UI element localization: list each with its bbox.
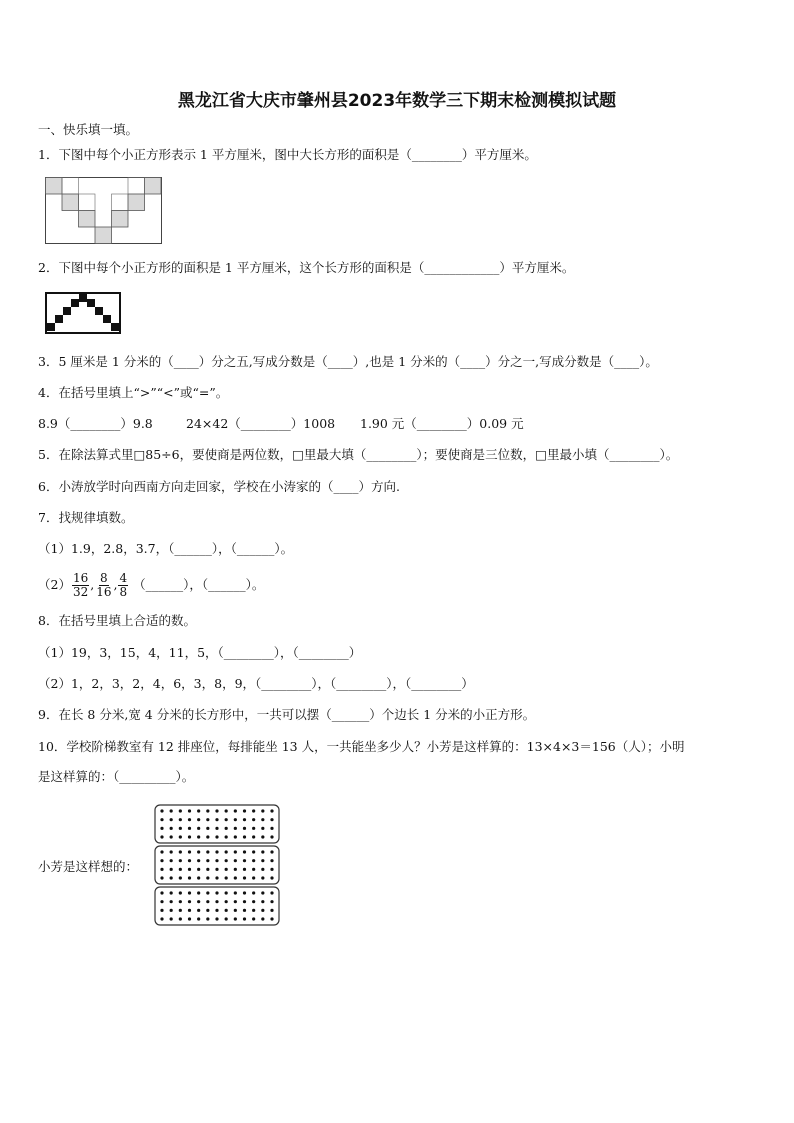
dot — [206, 917, 209, 920]
q4-item-3: 1.90 元（________）0.09 元 — [360, 416, 524, 431]
dot — [170, 876, 173, 879]
dot — [234, 876, 237, 879]
dot — [160, 859, 163, 862]
dot — [206, 850, 209, 853]
dot — [234, 859, 237, 862]
dot — [270, 876, 273, 879]
question-8: 8．在括号里填上合适的数。 — [38, 613, 196, 628]
fraction-1 — [72, 572, 89, 599]
dot — [160, 917, 163, 920]
dot — [170, 859, 173, 862]
dot — [179, 868, 182, 871]
dot — [160, 818, 163, 821]
dot — [206, 868, 209, 871]
q10-dot-figure — [154, 804, 282, 930]
question-9: 9．在长 8 分米,宽 4 分米的长方形中，一共可以摆（______）个边长 1 分米的小正方形。 — [38, 707, 536, 722]
dot — [160, 809, 163, 812]
dot — [270, 850, 273, 853]
dot — [170, 868, 173, 871]
dot — [225, 850, 228, 853]
dot — [197, 909, 200, 912]
dot — [261, 876, 264, 879]
dot — [243, 809, 246, 812]
dot — [270, 859, 273, 862]
dot — [188, 835, 191, 838]
dot — [160, 876, 163, 879]
dot — [197, 917, 200, 920]
dot — [270, 868, 273, 871]
dot — [197, 900, 200, 903]
dot — [188, 876, 191, 879]
dot — [243, 891, 246, 894]
dot — [270, 909, 273, 912]
dot — [243, 835, 246, 838]
fraction-1-denominator: 32 — [72, 585, 89, 599]
fraction-2 — [95, 572, 112, 599]
dot — [252, 809, 255, 812]
dot — [197, 835, 200, 838]
dot — [179, 876, 182, 879]
dot — [234, 900, 237, 903]
dot — [270, 827, 273, 830]
dot — [215, 876, 218, 879]
dot — [197, 859, 200, 862]
dot — [170, 891, 173, 894]
dot — [179, 917, 182, 920]
dot — [188, 909, 191, 912]
dot — [215, 891, 218, 894]
dot — [243, 859, 246, 862]
dot — [206, 859, 209, 862]
dot — [179, 909, 182, 912]
dot — [170, 909, 173, 912]
dot — [160, 850, 163, 853]
q1-grid-figure — [45, 177, 163, 245]
dot — [179, 827, 182, 830]
page-title: 黑龙江省大庆市肇州县2023年数学三下期末检测模拟试题 — [177, 91, 617, 111]
dot — [197, 891, 200, 894]
question-4: 4．在括号里填上“>”“<”或“=”。 — [38, 385, 229, 400]
dot — [215, 835, 218, 838]
dot — [270, 835, 273, 838]
dot — [160, 900, 163, 903]
dot — [225, 868, 228, 871]
dot — [261, 835, 264, 838]
dot — [179, 891, 182, 894]
dot — [261, 917, 264, 920]
question-8-part-2: （2）1，2，3，2，4，6，3，8，9，（________），（________），（________） — [38, 676, 474, 691]
dot — [243, 827, 246, 830]
dot — [261, 818, 264, 821]
fraction-2-numerator: 8 — [100, 571, 108, 585]
dot — [215, 900, 218, 903]
dot — [215, 809, 218, 812]
dot — [170, 850, 173, 853]
dot — [261, 891, 264, 894]
dot — [234, 909, 237, 912]
dot — [234, 827, 237, 830]
q2-grid-figure — [45, 292, 121, 334]
question-7-part-1: （1）1.9，2.8，3.7，（______），（______）。 — [38, 541, 294, 556]
dot — [206, 818, 209, 821]
dot — [188, 917, 191, 920]
dot — [270, 917, 273, 920]
q10-figure-label: 小芳是这样想的： — [38, 859, 139, 874]
question-5: 5．在除法算式里□85÷6，要使商是两位数，□里最大填（________）；要使商是三位数，□里最小填（________）。 — [38, 447, 679, 462]
dot — [179, 859, 182, 862]
dot — [179, 809, 182, 812]
dot — [261, 850, 264, 853]
dot — [206, 827, 209, 830]
dot — [225, 809, 228, 812]
dot — [188, 818, 191, 821]
dot — [197, 818, 200, 821]
dot — [234, 818, 237, 821]
dot — [261, 827, 264, 830]
question-7-part-2: （2） $\frac{16}{32}$ , $\frac{8}{16}$ , $\frac{4}{8}$ （______），（______）。 — [38, 571, 265, 599]
dot — [170, 917, 173, 920]
question-6: 6．小涛放学时向西南方向走回家，学校在小涛家的（____）方向. — [38, 479, 400, 494]
dot — [170, 900, 173, 903]
dot — [225, 909, 228, 912]
dot — [170, 835, 173, 838]
question-8-part-1: （1）19，3，15，4，11，5，（________），（________） — [38, 645, 362, 660]
dot — [160, 909, 163, 912]
q7-2-suffix: （______），（______）。 — [133, 577, 265, 592]
dot — [270, 818, 273, 821]
question-10-line-1: 10．学校阶梯教室有 12 排座位，每排能坐 13 人，一共能坐多少人？小芳是这样算的：13×4×3＝156（人）；小明 — [38, 739, 685, 754]
dot — [225, 900, 228, 903]
dot — [215, 859, 218, 862]
dot — [225, 859, 228, 862]
dot — [252, 850, 255, 853]
dot — [243, 909, 246, 912]
fraction-3 — [118, 572, 128, 599]
dot — [261, 859, 264, 862]
dot — [179, 835, 182, 838]
dot — [261, 900, 264, 903]
dot — [252, 891, 255, 894]
dot — [188, 827, 191, 830]
dot — [197, 868, 200, 871]
dot — [170, 827, 173, 830]
dot — [252, 859, 255, 862]
dot — [206, 809, 209, 812]
dot — [243, 818, 246, 821]
question-3: 3．5 厘米是 1 分米的（____）分之五,写成分数是（____）,也是 1 分米的（____）分之一,写成分数是（____）。 — [38, 354, 658, 369]
dot — [252, 868, 255, 871]
dot — [261, 909, 264, 912]
dot — [252, 876, 255, 879]
dot — [215, 818, 218, 821]
dot — [270, 900, 273, 903]
dot — [234, 868, 237, 871]
dot — [243, 850, 246, 853]
dot — [197, 850, 200, 853]
dot — [243, 917, 246, 920]
dot — [225, 835, 228, 838]
dot — [225, 891, 228, 894]
fraction-1-numerator: 16 — [72, 571, 89, 585]
dot — [252, 900, 255, 903]
dot — [188, 891, 191, 894]
dot — [188, 900, 191, 903]
dot — [261, 868, 264, 871]
fraction-2-denominator: 16 — [96, 585, 112, 599]
dot — [270, 891, 273, 894]
dot — [179, 900, 182, 903]
dot — [170, 809, 173, 812]
dot — [206, 891, 209, 894]
dot — [234, 850, 237, 853]
dot — [197, 876, 200, 879]
section-heading: 一、快乐填一填。 — [38, 122, 139, 137]
dot — [225, 818, 228, 821]
dot — [160, 891, 163, 894]
dot — [234, 835, 237, 838]
dot — [234, 809, 237, 812]
q4-item-2: 24×42（________）1008 — [186, 416, 336, 431]
dot — [215, 868, 218, 871]
dot — [160, 827, 163, 830]
dot — [188, 868, 191, 871]
q4-item-1: 8.9（________）9.8 — [38, 416, 153, 431]
q7-2-prefix: （2） — [38, 577, 71, 592]
dot — [252, 835, 255, 838]
dot — [206, 900, 209, 903]
dot — [252, 909, 255, 912]
dot — [215, 827, 218, 830]
dot — [197, 809, 200, 812]
dot — [206, 835, 209, 838]
dot — [225, 827, 228, 830]
dot — [188, 859, 191, 862]
dot — [243, 900, 246, 903]
dot — [206, 909, 209, 912]
dot — [243, 868, 246, 871]
fraction-3-numerator: 4 — [119, 571, 128, 585]
dot — [252, 917, 255, 920]
question-10-line-2: 是这样算的：（_________）。 — [38, 769, 195, 784]
dot — [197, 827, 200, 830]
dot — [225, 876, 228, 879]
dot — [160, 835, 163, 838]
dot — [215, 850, 218, 853]
dot — [270, 809, 273, 812]
dot — [206, 876, 209, 879]
dot — [252, 827, 255, 830]
dot — [252, 818, 255, 821]
dot — [243, 876, 246, 879]
dot — [160, 868, 163, 871]
dot — [179, 818, 182, 821]
question-7: 7．找规律填数。 — [38, 510, 134, 525]
dot — [261, 809, 264, 812]
dot — [234, 917, 237, 920]
dot — [215, 917, 218, 920]
dot — [188, 850, 191, 853]
dot — [170, 818, 173, 821]
dot — [188, 809, 191, 812]
question-2: 2．下图中每个小正方形的面积是 1 平方厘米，这个长方形的面积是（____________）平方厘米。 — [38, 260, 575, 275]
question-1: 1．下图中每个小正方形表示 1 平方厘米，图中大长方形的面积是（________）平方厘米。 — [38, 147, 537, 162]
fraction-3-denominator: 8 — [119, 585, 128, 599]
dot — [234, 891, 237, 894]
dot — [179, 850, 182, 853]
dot — [215, 909, 218, 912]
dot — [225, 917, 228, 920]
